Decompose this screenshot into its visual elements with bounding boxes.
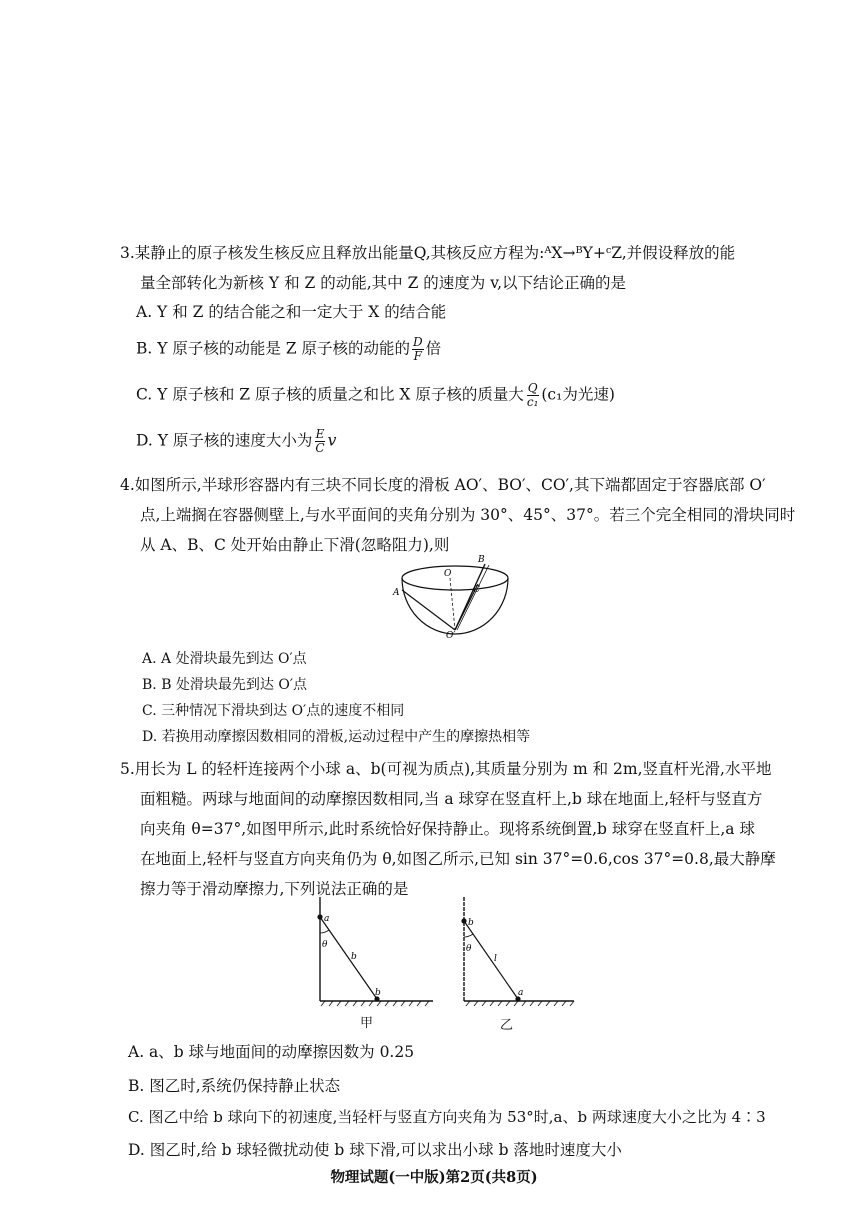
label-top-ball: b <box>468 918 474 928</box>
ball-b <box>461 918 466 923</box>
q5-stem-line5: 擦力等于滑动摩擦力,下列说法正确的是 <box>140 880 409 898</box>
q4-option-d: D. 若换用动摩擦因数相同的滑板,运动过程中产生的摩擦热相等 <box>142 729 531 745</box>
slide-bo-shadow <box>457 565 489 630</box>
q4-stem-line2: 点,上端搁在容器侧壁上,与水平面间的夹角分别为 30°、45°、37°。若三个完全相同的滑块同时 <box>140 506 796 524</box>
label-o: O <box>444 569 452 579</box>
label-rod: l <box>494 954 497 964</box>
q5-option-b: B. 图乙时,系统仍保持静止状态 <box>128 1077 341 1095</box>
label-c: C <box>473 585 480 595</box>
figure-jia-caption: 甲 <box>360 1016 374 1031</box>
q4-option-a: A. A 处滑块最先到达 O′点 <box>142 651 307 667</box>
q3-stem-line1: 3.某静止的原子核发生核反应且释放出能量Q,其核反应方程为:ᴬX→ᴮY+ᶜZ,并假设释放的能 <box>120 244 736 262</box>
slide-ao <box>402 590 455 630</box>
light-rod <box>464 921 518 999</box>
q5-stem-line1: 5.用长为 L 的轻杆连接两个小球 a、b(可视为质点),其质量分别为 m 和 2m,竖直杆光滑,水平地 <box>120 760 772 778</box>
figure-jia <box>305 895 435 1015</box>
q5-option-c: C. 图乙中给 b 球向下的初速度,当轻杆与竖直方向夹角为 53°时,a、b 两球速度大小之比为 4∶3 <box>128 1108 766 1126</box>
page-footer: 物理试题(一中版)第2页(共8页) <box>330 1169 538 1186</box>
ground-hatching <box>321 1001 429 1006</box>
ball-a <box>317 914 322 919</box>
q5-stem-line2: 面粗糙。两球与地面间的动摩擦因数相同,当 a 球穿在竖直杆上,b 球在地面上,轻杆与竖直方 <box>140 790 763 808</box>
q4-stem-line3: 从 A、B、C 处开始由静止下滑(忽略阻力),则 <box>140 536 450 554</box>
q4-stem-line1: 4.如图所示,半球形容器内有三块不同长度的滑板 AO′、BO′、CO′,其下端都固定于容器底部 O′ <box>120 476 766 494</box>
label-b: B <box>478 555 485 565</box>
label-a: A <box>393 588 400 598</box>
q3-equation: ᴬX→ᴮY+ᶜZ <box>544 244 622 262</box>
question-5 <box>120 754 776 904</box>
axis-line <box>450 578 455 630</box>
hemisphere-container-figure <box>390 550 520 638</box>
q3-option-a: A. Y 和 Z 的结合能之和一定大于 X 的结合能 <box>136 303 447 321</box>
label-bottom-ball: a <box>518 988 524 998</box>
figure-yi-caption: 乙 <box>500 1018 514 1033</box>
question-4 <box>120 470 796 560</box>
figure-yi <box>452 895 582 1015</box>
q4-option-c: C. 三种情况下滑块到达 O′点的速度不相同 <box>142 703 405 719</box>
q5-option-a: A. a、b 球与地面间的动摩擦因数为 0.25 <box>128 1043 415 1061</box>
q3-option-d-fraction: $\frac{E}{C}$ <box>315 427 325 455</box>
label-top-ball: a <box>324 914 330 924</box>
label-bottom-ball: b <box>375 988 381 998</box>
q4-option-b: B. B 处滑块最先到达 O′点 <box>142 677 308 693</box>
light-rod <box>320 917 377 999</box>
ground-hatching <box>466 1001 574 1006</box>
q5-stem-line4: 在地面上,轻杆与竖直方向夹角仍为 θ,如图乙所示,已知 sin 37°=0.6,cos 37°=0.8,最大静摩 <box>140 850 776 868</box>
angle-arc <box>464 934 473 937</box>
q5-option-d: D. 图乙时,给 b 球轻微扰动使 b 球下滑,可以求出小球 b 落地时速度大小 <box>128 1141 622 1159</box>
label-angle: θ <box>466 944 472 954</box>
q3-stem-line2: 量全部转化为新核 Y 和 Z 的动能,其中 Z 的速度为 v,以下结论正确的是 <box>140 274 627 292</box>
question-3 <box>120 238 760 298</box>
q3-option-c-fraction: $\frac{Q}{\text{c₁}}$ <box>526 381 539 409</box>
label-angle: θ <box>322 940 328 950</box>
q3-option-b: B. Y 原子核的动能是 Z 原子核的动能的 $\frac{D}{F}$ 倍 <box>136 335 442 363</box>
hemisphere-rim <box>402 566 508 590</box>
q3-option-c: C. Y 原子核和 Z 原子核的质量之和比 X 原子核的质量大 $\frac{Q}{\text{c₁}}$ (c₁为光速) <box>136 381 615 409</box>
q5-stem-line3: 向夹角 θ=37°,如图甲所示,此时系统恰好保持静止。现将系统倒置,b 球穿在竖直杆上,a 球 <box>140 820 755 838</box>
angle-arc <box>320 930 329 933</box>
label-o-prime: O′ <box>446 631 456 638</box>
label-rod: b <box>351 952 357 962</box>
q3-option-d: D. Y 原子核的速度大小为 $\frac{E}{C}$ v <box>136 427 337 455</box>
q3-option-b-fraction: $\frac{D}{F}$ <box>413 335 423 363</box>
